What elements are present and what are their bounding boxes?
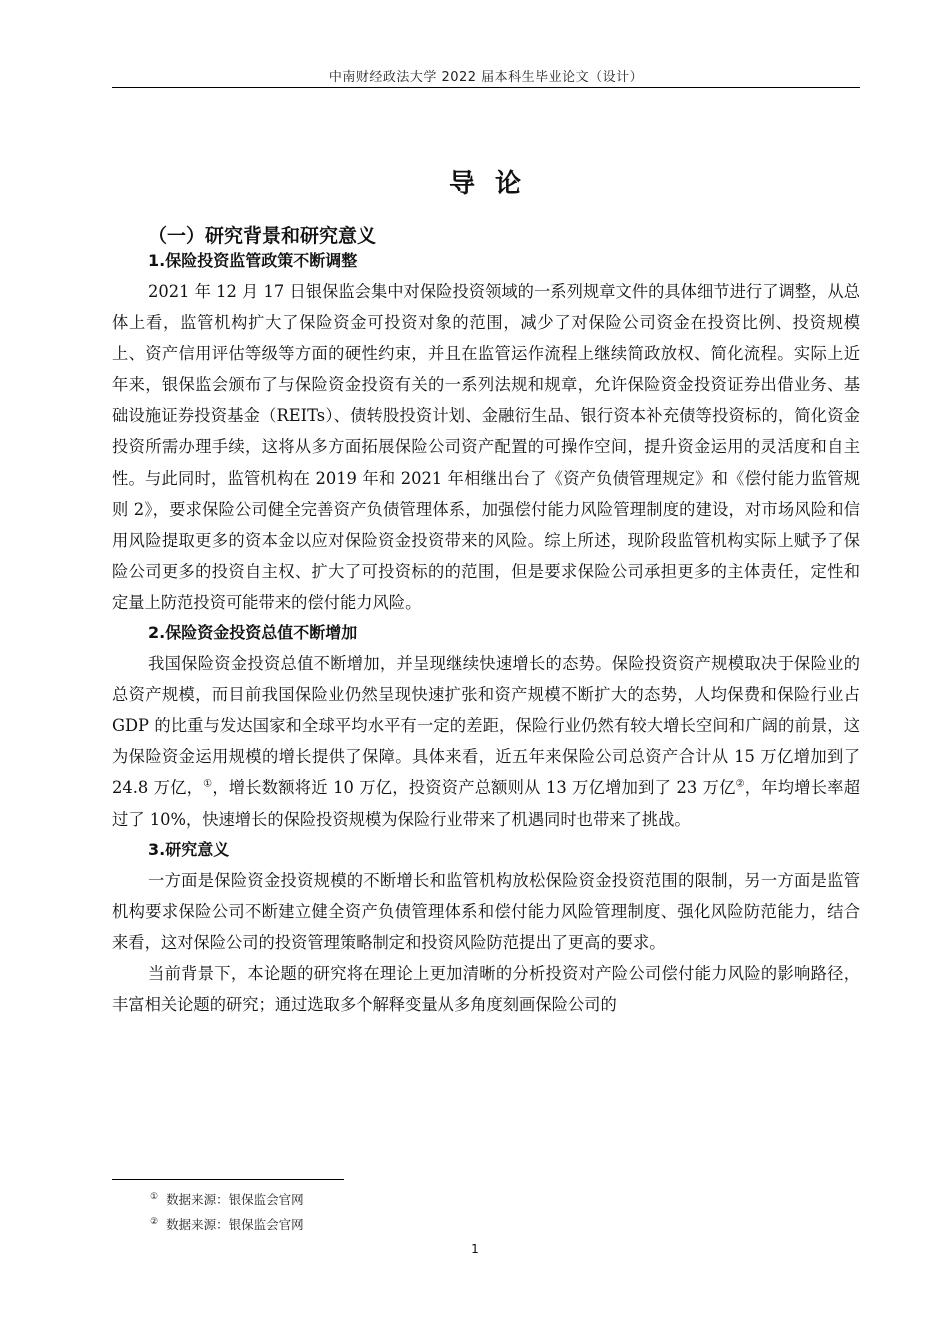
footnote-text: 数据来源：银保监会官网 [166, 1192, 304, 1208]
footnote-mark: ① [150, 1192, 159, 1202]
footnote-rule [112, 1179, 344, 1180]
paragraph-text: ，增长数额将近 10 万亿，投资资产总额则从 13 万亿增加到了 23 万亿 [212, 778, 736, 798]
footnote [150, 1186, 750, 1211]
paragraph: 一方面是保险资金投资规模的不断增长和监管机构放松保险资金投资范围的限制，另一方面是监管机构要求保险公司不断建立健全资产负债管理体系和偿付能力风险管理制度、强化风险防范能力，结合来看，这对保险公司的投资管理策略制定和投资风险防范提出了更高的要求。 [112, 870, 860, 952]
main-content [112, 218, 860, 1020]
header-rule [112, 87, 860, 88]
subsection-heading-2: 2.保险资金投资总值不断增加 [148, 623, 358, 643]
footnote [150, 1211, 750, 1236]
subsection-heading-3: 3.研究意义 [148, 839, 230, 859]
footnotes [150, 1186, 750, 1236]
section-heading: （一）研究背景和研究意义 [148, 225, 377, 247]
paragraph [112, 648, 860, 835]
page-number: 1 [471, 1242, 479, 1256]
paragraph-text: 我国保险资金投资总值不断增加，并呈现继续快速增长的态势。保险投资资产规模取决于保险业的总资产规模，而目前我国保险业仍然呈现快速扩张和资产规模不断扩大的态势，人均保费和保险行业占 GDP 的比重与发达国家和全球平均水平有一定的差距，保险行业仍然有较大增长空间和广阔的前景，这为保险资金运用规模的增长提供了保障。具体来看，近五年来保险公司总资产合计从 15 万亿增加到了 24.8 万亿， [112, 654, 860, 798]
paragraph: 2021 年 12 月 17 日银保监会集中对保险投资领域的一系列规章文件的具体细节进行了调整，从总体上看，监管机构扩大了保险资金可投资对象的范围，减少了对保险公司资金在投资比例、投资规模上、资产信用评估等级等方面的硬性约束，并且在监管运作流程上继续简政放权、简化流程。实际上近年来，银保监会颁布了与保险资金投资有关的一系列法规和规章，允许保险资金投资证券出借业务、基础设施证券投资基金（REITs）、债转股投资计划、金融衍生品、银行资本补充债等投资标的，简化资金投资所需办理手续，这将从多方面拓展保险公司资产配置的可操作空间，提升资金运用的灵活度和自主性。与此同时，监管机构在 2019 年和 2021 年相继出台了《资产负债管理规定》和《偿付能力监管规则 2》，要求保险公司健全完善资产负债管理体系，加强偿付能力风险管理制度的建设，对市场风险和信用风险提取更多的资本金以应对保险资金投资带来的风险。综上所述，现阶段监管机构实际上赋予了保险公司更多的投资自主权、扩大了可投资标的的范围，但是要求保险公司承担更多的主体责任，定性和定量上防范投资可能带来的偿付能力风险。 [112, 282, 860, 612]
subsection-heading-1: 1.保险投资监管政策不断调整 [148, 251, 358, 270]
footnote-text: 数据来源：银保监会官网 [166, 1217, 304, 1233]
paragraph: 当前背景下，本论题的研究将在理论上更加清晰的分析投资对产险公司偿付能力风险的影响路径，丰富相关论题的研究；通过选取多个解释变量从多角度刻画保险公司的 [112, 963, 860, 1014]
footnote-ref[interactable]: ① [203, 778, 213, 790]
footnote-mark: ② [150, 1217, 159, 1228]
page-title: 导论 [448, 169, 541, 199]
footnote-ref[interactable]: ② [735, 778, 745, 790]
running-header: 中南财经政法大学 2022 届本科生毕业论文（设计） [328, 70, 644, 85]
paragraph-text: ，年均增长率超过了 10%，快速增长的保险投资规模为保险行业带来了机遇同时也带来了挑战。 [112, 778, 860, 829]
